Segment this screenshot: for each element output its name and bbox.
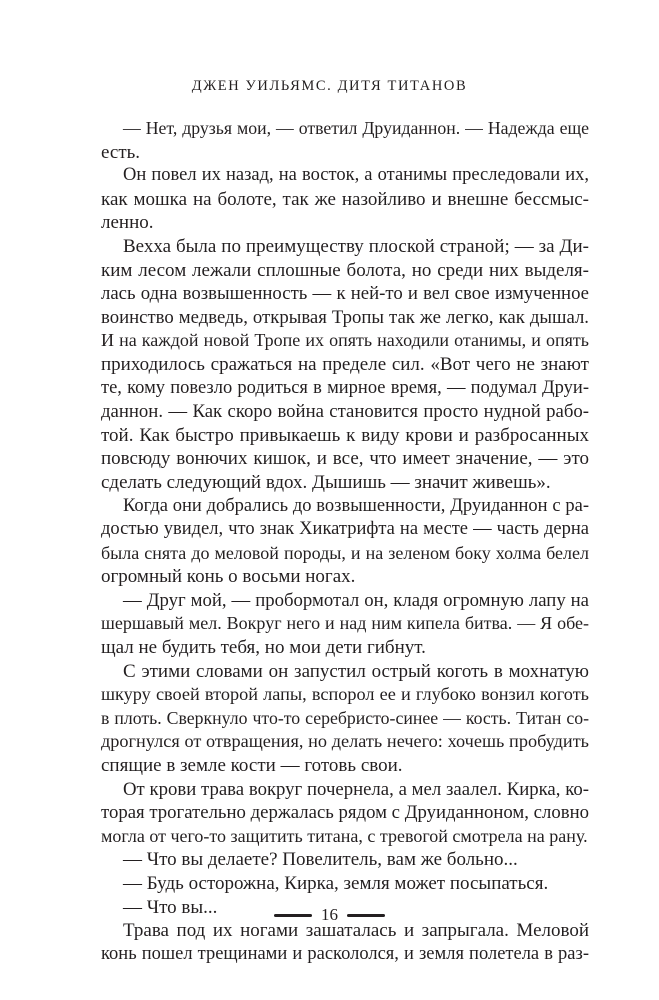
- text-line: повсюду вонючих кишок, и все, что имеет значение, — это: [101, 448, 589, 470]
- text-line: — Нет, друзья мои, — ответил Друиданнон. — Надежда еще: [123, 118, 589, 138]
- page-footer: [0, 904, 659, 926]
- text-line: щал не будить тебя, но мои дети гибнут.: [101, 637, 426, 659]
- page-number: 16: [321, 905, 338, 924]
- text-line: лась одна возвышенность — к ней-то и вел свое измученное: [101, 283, 589, 305]
- text-line: Он повел их назад, на восток, а отанимы преследовали их,: [123, 165, 589, 186]
- text-line: — Что вы...: [123, 896, 218, 918]
- text-line: Трава под их ногами зашаталась и запрыгала. Меловой: [123, 920, 589, 942]
- left-ornament-rule: [274, 914, 312, 917]
- running-header: ДЖЕН УИЛЬЯМС. ДИТЯ ТИТАНОВ: [191, 78, 468, 94]
- right-ornament-rule: [347, 914, 385, 917]
- text-line: И на каждой новой Тропе их опять находили отанимы, и опять: [101, 330, 589, 351]
- text-line: шкуру своей второй лапы, вспорол ее и глубоко вонзил коготь: [101, 684, 589, 705]
- text-line: достью увидел, что знак Хикатрифта на месте — часть дерна: [101, 519, 589, 540]
- text-line: той. Как быстро привыкаешь к виду крови и разбросанных: [101, 424, 589, 446]
- body-text: [101, 117, 589, 966]
- text-line: в плоть. Сверкнуло что-то серебристо-синее — кость. Титан со-: [101, 707, 589, 728]
- text-line: Когда они добрались до возвышенности, Друиданнон с ра-: [123, 495, 589, 516]
- text-line: От крови трава вокруг почернела, а мел заалел. Кирка, ко-: [123, 778, 589, 800]
- text-line: дрогнулся от отвращения, но делать нечего: хочешь пробудить: [101, 731, 589, 752]
- text-line: приходилось сражаться на пределе сил. «Вот чего не знают: [101, 353, 589, 375]
- text-line: огромный конь о восьми ногах.: [101, 566, 356, 588]
- text-line: шершавый мел. Вокруг него и над ним кипела битва. — Я обе-: [101, 613, 589, 634]
- text-line: — Будь осторожна, Кирка, земля может посыпаться.: [123, 873, 549, 894]
- text-line: воинство медведь, открывая Тропы так же легко, как дышал.: [101, 306, 589, 328]
- text-line: — Друг мой, — пробормотал он, кладя огромную лапу на: [123, 589, 589, 611]
- text-line: могла от чего-то защитить титана, с тревогой смотрела на рану.: [101, 825, 588, 846]
- text-line: С этими словами он запустил острый коготь в мохнатую: [123, 660, 589, 682]
- text-line: те, кому повезло родиться в мирное время, — подумал Друи-: [101, 377, 589, 398]
- text-line: сделать следующий вдох. Дышишь — значит живешь».: [101, 471, 551, 493]
- text-line: спящие в земле кости — готовь свои.: [101, 755, 403, 777]
- text-line: Вехха была по преимуществу плоской страной; — за Ди-: [123, 235, 589, 257]
- text-line: была снята до меловой породы, и на зеленом боку холма белел: [101, 542, 589, 563]
- text-line: как мошка на болоте, так же назойливо и внешне бессмыс-: [101, 188, 589, 210]
- text-line: даннон. — Как скоро война становится просто нудной рабо-: [101, 401, 589, 423]
- text-line: торая трогательно держалась рядом с Друиданноном, словно: [101, 802, 589, 824]
- text-line: — Что вы делаете? Повелитель, вам же больно...: [123, 849, 518, 871]
- text-line: есть.: [101, 141, 141, 163]
- text-line: конь пошел трещинами и раскололся, и земля полетела в раз-: [101, 943, 589, 964]
- text-line: ленно.: [101, 212, 154, 234]
- text-line: ким лесом лежали сплошные болота, но среди них выделя-: [101, 259, 589, 281]
